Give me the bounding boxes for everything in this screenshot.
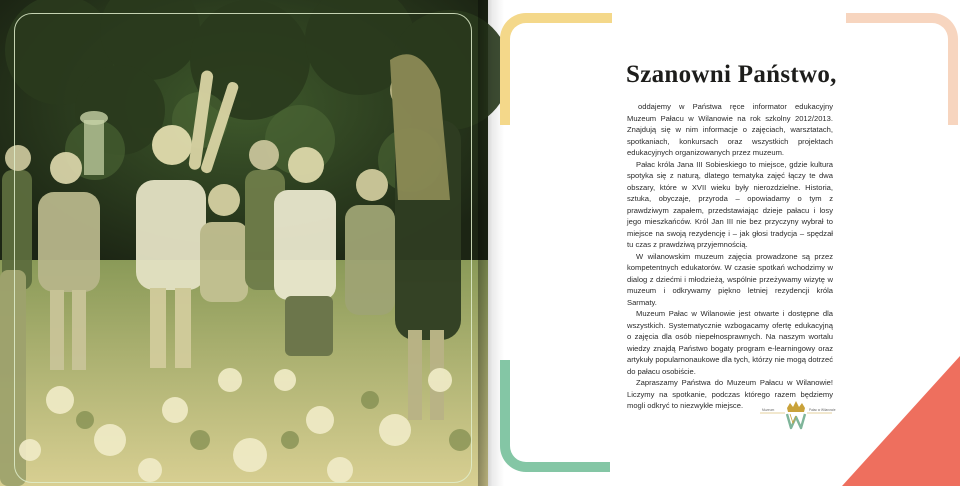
corner-bracket-yellow xyxy=(500,13,612,125)
corner-bracket-green xyxy=(500,360,610,472)
crown-icon xyxy=(787,401,805,412)
paragraph: oddajemy w Państwa ręce informator edukacyjny Muzeum Pałacu w Wilanowie na rok szkolny 2012/2013. Znajdują się w nim informacje o zajęciach, warsztatach, spotkaniach, konkursach oraz wszystkich projektach edukacyjnych organizowanych przez muzeum. xyxy=(627,102,833,157)
corner-bracket-peach xyxy=(846,13,958,125)
logo-text-right: Pałac w Wilanowie xyxy=(809,408,836,412)
corner-triangle-red xyxy=(842,356,960,486)
paragraph: Muzeum Pałac w Wilanowie jest otwarte i dostępne dla wszystkich. Systematycznie wzbogacamy ofertę edukacyjną o zajęcia dla osób niepełnosprawnych. Na naszym wortalu wiedzy znajdą Państwo bogaty program e-learningowy oraz artykuły popularnonaukowe dla tych, którzy nie mogą dotrzeć do pałacu osobiście. xyxy=(627,309,833,376)
paragraph: Zapraszamy Państwa do Muzeum Pałacu w Wilanowie! Liczymy na spotkanie, podczas którego razem będziemy mogli odkryć to niezwykłe miejsce. xyxy=(627,378,833,410)
paragraph: Pałac króla Jana III Sobieskiego to miejsce, gdzie kultura spotyka się z naturą, dlatego tematyka zajęć łączy te dwa obszary, które w XVII wieku były nierozdzielne. Historia, sztuka, obyczaje, przyroda – opowiadamy o tym z prawdziwym zapałem, przedstawiając dzieje pałacu i losy jego mieszkańców. Król Jan III nie bez przyczyny wybrał to miejsce na swoją rezydencję i – jak głosi tradycja – spędzał tu czas z prawdziwą przyjemnością. xyxy=(627,159,833,249)
logo-text-left: Muzeum xyxy=(762,408,775,412)
paragraph: W wilanowskim muzeum zajęcia prowadzone są przez kompetentnych edukatorów. W czasie spotkań wchodzimy w dialog z dziećmi i młodzieżą, wspólnie przeżywamy wizytę w muzeum i odkrywamy piękno letniej rezydencji króla Sarmaty. xyxy=(627,251,833,307)
intro-letter xyxy=(627,101,833,412)
page-heading: Szanowni Państwo, xyxy=(626,61,837,88)
museum-logo-icon xyxy=(760,400,836,432)
photo-frame xyxy=(14,13,472,483)
